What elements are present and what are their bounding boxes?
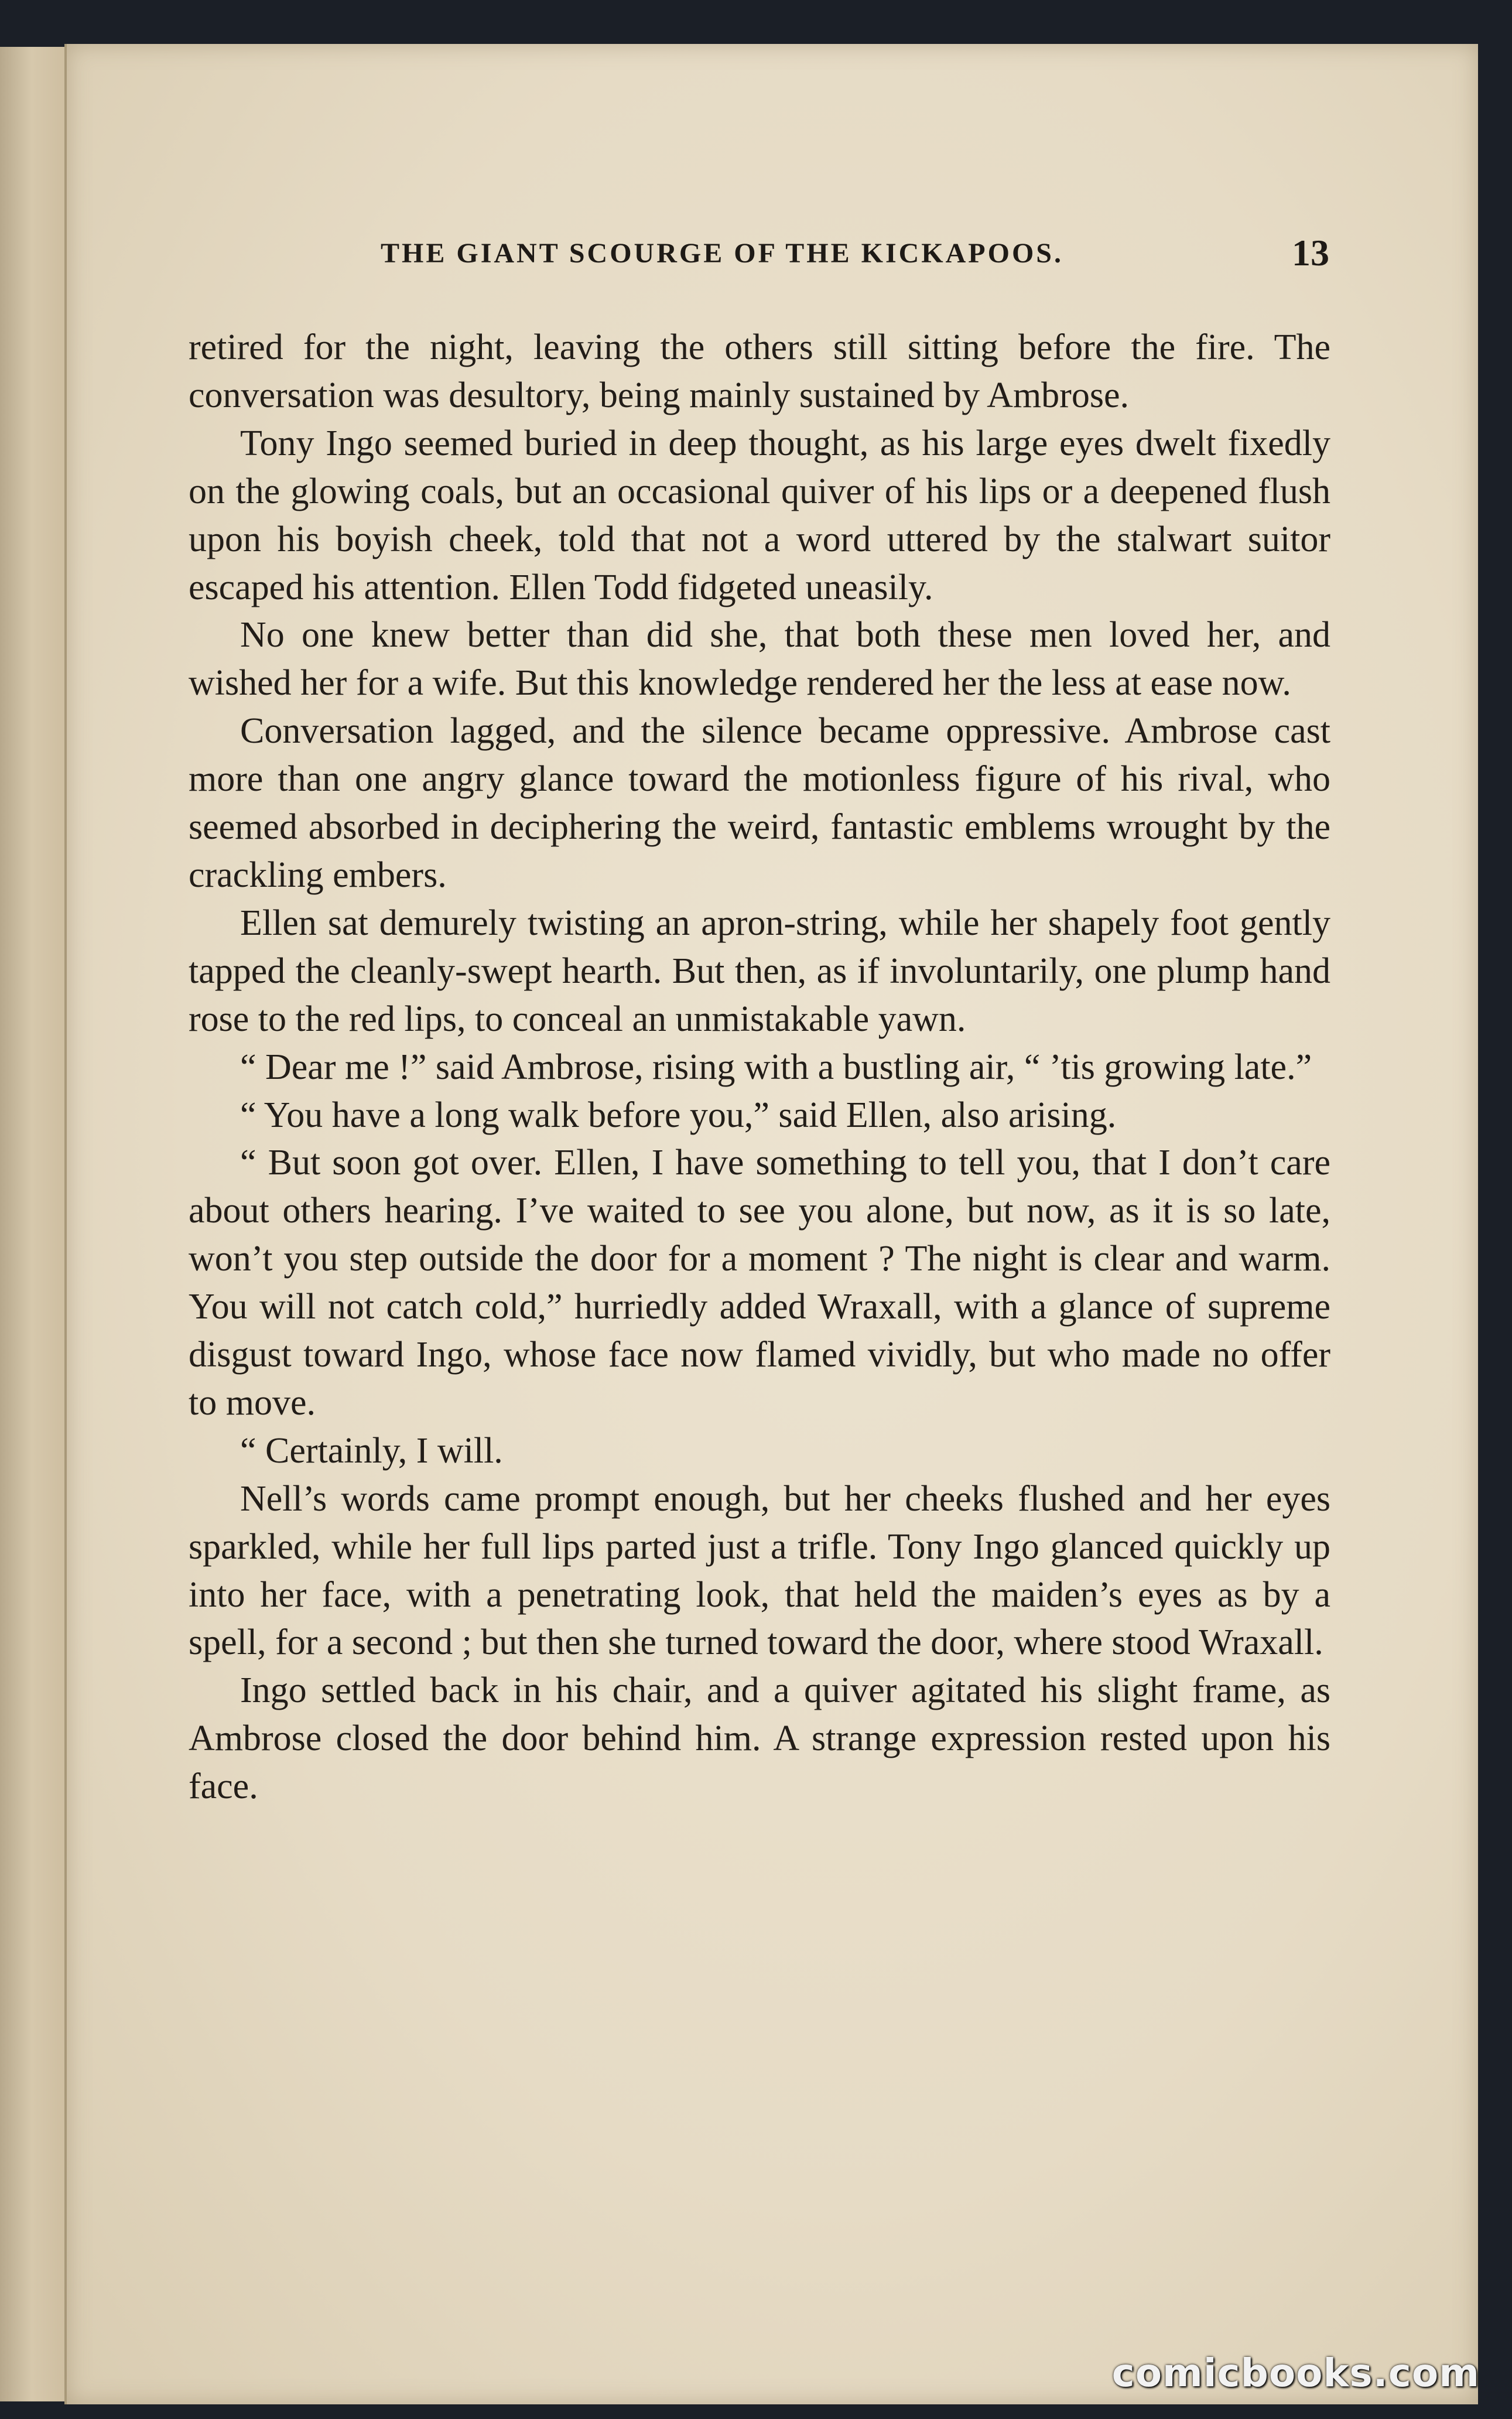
paragraph: Tony Ingo seemed buried in deep thought, as his large eyes dwelt fixedly on the glowing coals, but an occasional quiver of his lips or a deepened flush upon his boyish cheek, told that not a word uttered by the stalwart suitor escaped his attention. Ellen Todd fidgeted uneasily. xyxy=(189,423,1330,607)
paragraph: Nell’s words came prompt enough, but her cheeks flushed and her eyes sparkled, while her full lips parted just a trifle. Tony Ingo glanced quickly up into her face, with a penetrating look, that held the maiden’s eyes as by a spell, for a second ; but then she turned toward the door, where stood Wraxall. xyxy=(189,1478,1330,1663)
page-header xyxy=(305,231,1329,278)
paragraph: “ Certainly, I will. xyxy=(240,1430,503,1471)
page-number: 13 xyxy=(1292,232,1329,274)
paragraph: Ingo settled back in his chair, and a quiver agitated his slight frame, as Ambrose closed the door behind him. A strange expression rested upon his face. xyxy=(189,1670,1330,1807)
paragraph: “ But soon got over. Ellen, I have something to tell you, that I don’t care about others hearing. I’ve waited to see you alone, but now, as it is so late, won’t you step outside the door for a moment ? The night is clear and warm. You will not catch cold,” hurriedly added Wraxall, with a glance of supreme disgust toward Ingo, whose face now flamed vividly, but who made no offer to move. xyxy=(189,1143,1330,1423)
paragraph: No one knew better than did she, that both these men loved her, and wished her for a wife. But this knowledge rendered her the less at ease now. xyxy=(189,615,1330,703)
paragraph: Conversation lagged, and the silence became oppressive. Ambrose cast more than one angry glance toward the motionless figure of his rival, who seemed absorbed in deciphering the weird, fantastic emblems wrought by the crackling embers. xyxy=(189,711,1330,895)
paragraph: Ellen sat demurely twisting an apron-string, while her shapely foot gently tapped the cleanly-swept hearth. But then, as if involuntarily, one plump hand rose to the red lips, to conceal an unmistakable yawn. xyxy=(189,903,1330,1039)
paragraph: “ You have a long walk before you,” said Ellen, also arising. xyxy=(240,1095,1117,1135)
paragraph: retired for the night, leaving the others still sitting before the fire. The conversation was desultory, being mainly sustained by Ambrose. xyxy=(189,327,1330,415)
page-edge xyxy=(0,47,72,2401)
watermark: comicbooks.com xyxy=(1111,2350,1480,2396)
body-text xyxy=(189,324,1330,1811)
running-title: THE GIANT SCOURGE OF THE KICKAPOOS. xyxy=(381,238,1063,269)
paragraph: “ Dear me !” said Ambrose, rising with a bustling air, “ ’tis growing late.” xyxy=(240,1047,1312,1087)
